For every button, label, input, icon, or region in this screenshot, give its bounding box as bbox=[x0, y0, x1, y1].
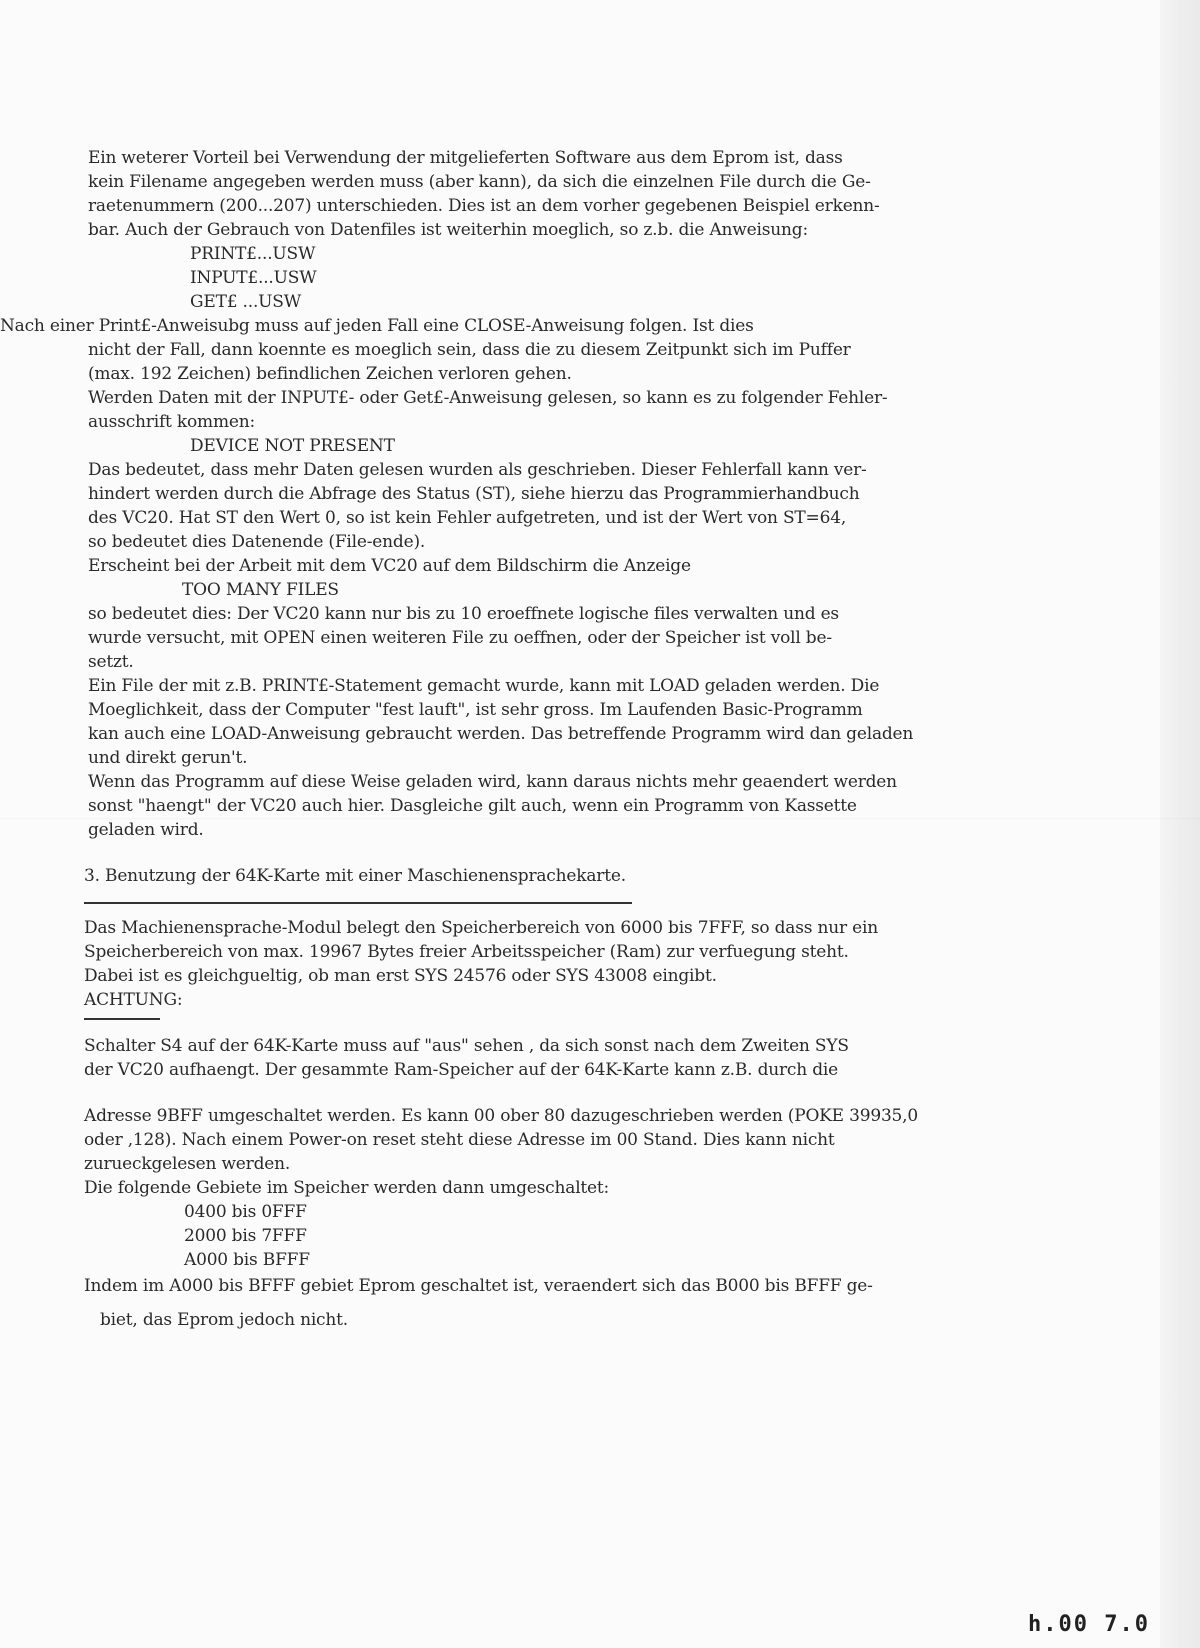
text-line: bar. Auch der Gebrauch von Datenfiles ist weiterhin moeglich, so z.b. die Anweisung: bbox=[88, 220, 808, 240]
text-line: kein Filename angegeben werden muss (aber kann), da sich die einzelnen File durch die Ge- bbox=[88, 172, 871, 192]
text-line: Ein weterer Vorteil bei Verwendung der mitgelieferten Software aus dem Eprom ist, dass bbox=[88, 148, 843, 168]
code-line: GET£ ...USW bbox=[190, 292, 302, 312]
code-line: PRINT£...USW bbox=[190, 244, 316, 264]
text-line: nicht der Fall, dann koennte es moeglich sein, dass die zu diesem Zeitpunkt sich im Puffer bbox=[88, 340, 851, 360]
text-line: so bedeutet dies Datenende (File-ende). bbox=[88, 532, 426, 552]
handwritten-page-number: h.00 7.0 bbox=[1028, 1612, 1150, 1637]
text-line: Werden Daten mit der INPUT£- oder Get£-Anweisung gelesen, so kann es zu folgender Fehler- bbox=[88, 388, 888, 408]
code-line: INPUT£...USW bbox=[190, 268, 317, 288]
text-line: Adresse 9BFF umgeschaltet werden. Es kann 00 ober 80 dazugeschrieben werden (POKE 39935,0 bbox=[84, 1106, 918, 1126]
text-line: zurueckgelesen werden. bbox=[84, 1154, 291, 1174]
text-line: so bedeutet dies: Der VC20 kann nur bis zu 10 eroeffnete logische files verwalten und es bbox=[88, 604, 839, 624]
text-line: Nach einer Print£-Anweisubg muss auf jeden Fall eine CLOSE-Anweisung folgen. Ist dies bbox=[0, 316, 754, 336]
text-line: Die folgende Gebiete im Speicher werden dann umgeschaltet: bbox=[84, 1178, 610, 1198]
text-line: des VC20. Hat ST den Wert 0, so ist kein Fehler aufgetreten, und ist der Wert von ST=64, bbox=[88, 508, 847, 528]
text-line: Das Machienensprache-Modul belegt den Speicherbereich von 6000 bis 7FFF, so dass nur ein bbox=[84, 918, 878, 938]
text-line: geladen wird. bbox=[88, 820, 204, 840]
text-line: Wenn das Programm auf diese Weise geladen wird, kann daraus nichts mehr geaendert werden bbox=[88, 772, 897, 792]
text-line: hindert werden durch die Abfrage des Status (ST), siehe hierzu das Programmierhandbuch bbox=[88, 484, 860, 504]
paper-edge-shadow bbox=[1160, 0, 1200, 1648]
text-line: Schalter S4 auf der 64K-Karte muss auf "aus" sehen , da sich sonst nach dem Zweiten SYS bbox=[84, 1036, 849, 1056]
text-line: der VC20 aufhaengt. Der gesammte Ram-Speicher auf der 64K-Karte kann z.B. durch die bbox=[84, 1060, 838, 1080]
text-line: Moeglichkeit, dass der Computer "fest lauft", ist sehr gross. Im Laufenden Basic-Programm bbox=[88, 700, 863, 720]
text-line: wurde versucht, mit OPEN einen weiteren File zu oeffnen, oder der Speicher ist voll be- bbox=[88, 628, 832, 648]
text-line: kan auch eine LOAD-Anweisung gebraucht werden. Das betreffende Programm wird dan geladen bbox=[88, 724, 914, 744]
text-line: Erscheint bei der Arbeit mit dem VC20 auf dem Bildschirm die Anzeige bbox=[88, 556, 691, 576]
text-line: Das bedeutet, dass mehr Daten gelesen wurden als geschrieben. Dieser Fehlerfall kann ver- bbox=[88, 460, 867, 480]
text-line: Ein File der mit z.B. PRINT£-Statement gemacht wurde, kann mit LOAD geladen werden. Die bbox=[88, 676, 880, 696]
text-line: Speicherbereich von max. 19967 Bytes freier Arbeitsspeicher (Ram) zur verfuegung steht. bbox=[84, 942, 849, 962]
text-line: ausschrift kommen: bbox=[88, 412, 256, 432]
text-line: (max. 192 Zeichen) befindlichen Zeichen verloren gehen. bbox=[88, 364, 572, 384]
text-line: sonst "haengt" der VC20 auch hier. Dasgleiche gilt auch, wenn ein Programm von Kassette bbox=[88, 796, 857, 816]
text-line: setzt. bbox=[88, 652, 134, 672]
code-line: DEVICE NOT PRESENT bbox=[190, 436, 395, 456]
text-line: biet, das Eprom jedoch nicht. bbox=[100, 1310, 348, 1330]
heading-underline bbox=[84, 902, 632, 904]
text-line: und direkt gerun't. bbox=[88, 748, 248, 768]
code-line: TOO MANY FILES bbox=[182, 580, 339, 600]
section-heading: 3. Benutzung der 64K-Karte mit einer Maschienensprachekarte. bbox=[84, 866, 626, 886]
text-line: oder ,128). Nach einem Power-on reset steht diese Adresse im 00 Stand. Dies kann nicht bbox=[84, 1130, 835, 1150]
code-line: 0400 bis 0FFF bbox=[184, 1202, 307, 1222]
code-line: 2000 bis 7FFF bbox=[184, 1226, 307, 1246]
text-line: Dabei ist es gleichgueltig, ob man erst SYS 24576 oder SYS 43008 eingibt. bbox=[84, 966, 717, 986]
text-line: raetenummern (200...207) unterschieden. Dies ist an dem vorher gegebenen Beispiel erkenn- bbox=[88, 196, 880, 216]
code-line: A000 bis BFFF bbox=[184, 1250, 310, 1270]
text-line: Indem im A000 bis BFFF gebiet Eprom geschaltet ist, veraendert sich das B000 bis BFFF ge- bbox=[84, 1276, 873, 1296]
warning-underline bbox=[84, 1018, 160, 1020]
warning-label: ACHTUNG: bbox=[84, 990, 183, 1010]
